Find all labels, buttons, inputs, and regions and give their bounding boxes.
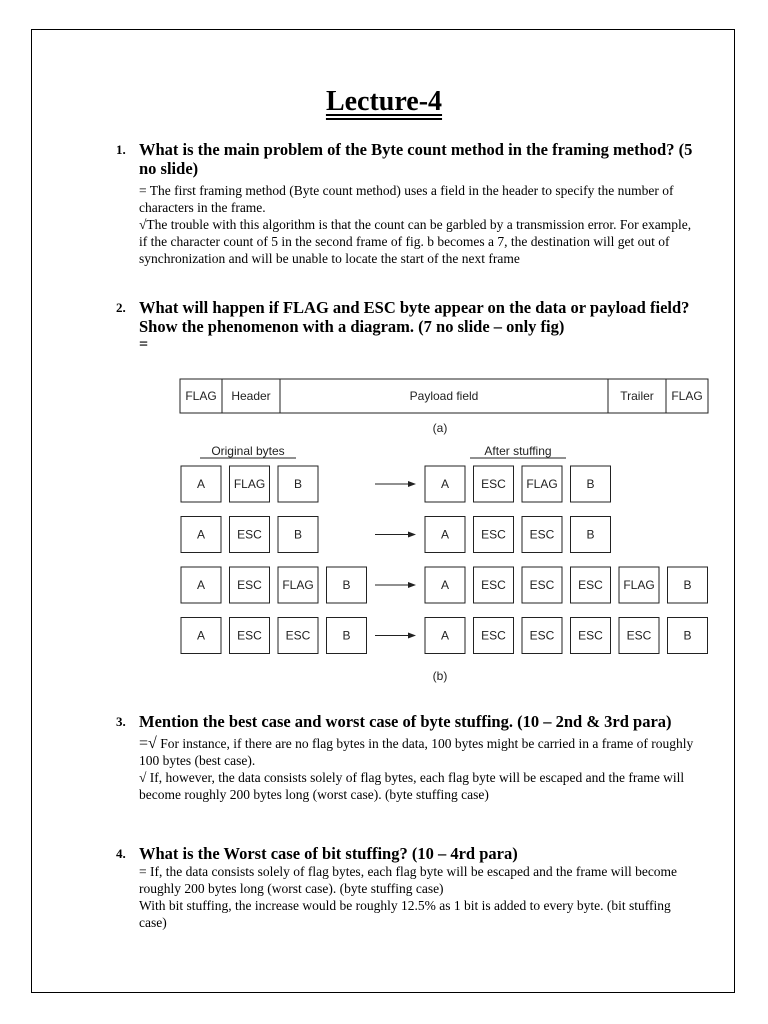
answer-prefix: =√: [139, 735, 157, 752]
stuffed-byte-label: ESC: [481, 628, 506, 643]
stuffed-byte-label: A: [440, 527, 450, 542]
question-number: 2.: [116, 300, 126, 315]
original-byte-label: B: [293, 527, 303, 542]
original-byte-label: A: [196, 578, 206, 592]
arrow-head: [408, 532, 416, 538]
frame-format-row: [180, 379, 708, 413]
stuffed-byte-label: B: [683, 578, 692, 592]
frame-field-label: Header: [231, 389, 271, 403]
stuffing-rows: [181, 466, 708, 654]
answer-line: = The first framing method (Byte count method) uses a field in the header to specify the number of characters in the frame.: [139, 183, 674, 215]
original-byte-label: ESC: [237, 628, 262, 643]
stuffed-byte-label: ESC: [481, 477, 506, 491]
original-byte-label: B: [293, 477, 303, 491]
question-text: What will happen if FLAG and ESC byte appear on the data or payload field? Show the phenomenon with a diagram. (7 no slide – only fig): [139, 298, 690, 336]
page-title: Lecture-4: [325, 86, 443, 117]
stuffed-byte-label: B: [586, 477, 595, 491]
byte-stuffing-diagram: [178, 376, 710, 686]
question-4: [116, 844, 696, 931]
answer-line: √ If, however, the data consists solely of flag bytes, each flag byte will be escaped and the frame will become roughly 200 bytes long (worst case). (byte stuffing case): [139, 770, 685, 802]
original-byte-label: ESC: [237, 527, 262, 542]
answer: [139, 735, 696, 803]
original-byte-label: ESC: [285, 628, 311, 643]
question-number: 4.: [116, 846, 126, 861]
caption-b: (b): [432, 669, 448, 683]
original-byte-label: A: [196, 477, 206, 491]
original-byte-label: B: [342, 628, 351, 643]
original-bytes-label: Original bytes: [211, 444, 285, 458]
stuffed-byte-label: ESC: [481, 527, 506, 542]
question-text: Mention the best case and worst case of byte stuffing. (10 – 2nd & 3rd para): [139, 712, 672, 731]
question-number: 3.: [116, 714, 126, 729]
question-1: [116, 140, 696, 267]
question-3: [116, 712, 696, 803]
answer-line: With bit stuffing, the increase would be roughly 12.5% as 1 bit is added to every byte. (bit stuffing case): [139, 898, 671, 930]
stuffed-byte-label: ESC: [626, 628, 652, 643]
stuffed-byte-label: ESC: [578, 628, 603, 643]
answer-line: =√ For instance, if there are no flag bytes in the data, 100 bytes might be carried in a frame of roughly 100 bytes (best case).: [139, 735, 694, 768]
stuffed-byte-label: A: [440, 628, 450, 643]
question-text: What is the Worst case of bit stuffing? (10 – 4rd para): [139, 844, 518, 863]
answer: [139, 182, 696, 267]
stuffed-byte-label: ESC: [578, 578, 603, 592]
original-byte-label: FLAG: [282, 578, 314, 592]
arrow-head: [408, 582, 416, 588]
question-2: [116, 298, 696, 353]
stuffed-byte-label: A: [440, 578, 450, 592]
question-number: 1.: [116, 142, 126, 157]
answer-line: = If, the data consists solely of flag bytes, each flag byte will be escaped and the frame will become roughly 200 bytes long (worst case). (byte stuffing case): [139, 864, 678, 896]
after-stuffing-label: After stuffing: [484, 444, 552, 458]
stuffed-byte-label: B: [683, 628, 692, 643]
stuffed-byte-label: B: [586, 527, 595, 542]
caption-a: (a): [432, 421, 448, 435]
stuffed-byte-label: ESC: [529, 628, 555, 643]
stuffed-byte-label: FLAG: [526, 477, 558, 491]
answer-prefix: =: [139, 336, 149, 353]
frame-field-label: FLAG: [185, 389, 217, 403]
arrow-head: [408, 633, 416, 639]
frame-field-label: Payload field: [409, 389, 479, 403]
frame-field-label: FLAG: [671, 389, 703, 403]
original-byte-label: A: [196, 628, 206, 643]
original-byte-label: FLAG: [233, 477, 266, 491]
stuffed-byte-label: ESC: [529, 527, 555, 542]
stuffed-byte-label: ESC: [529, 578, 555, 592]
answer: [139, 863, 696, 931]
original-byte-label: ESC: [237, 578, 262, 592]
stuffed-byte-label: A: [440, 477, 450, 491]
answer-line: √The trouble with this algorithm is that the count can be garbled by a transmission error. For example, if the character count of 5 in the second frame of fig. b becomes a 7, the destination will get out of synchronization and will be unable to locate the start of the next frame: [139, 217, 692, 266]
stuffed-byte-label: ESC: [481, 578, 506, 592]
stuffed-byte-label: FLAG: [623, 578, 655, 592]
arrow-head: [408, 481, 416, 487]
original-byte-label: B: [342, 578, 351, 592]
frame-field-label: Trailer: [620, 389, 654, 403]
question-text: What is the main problem of the Byte count method in the framing method? (5 no slide): [139, 140, 693, 178]
original-byte-label: A: [196, 527, 206, 542]
